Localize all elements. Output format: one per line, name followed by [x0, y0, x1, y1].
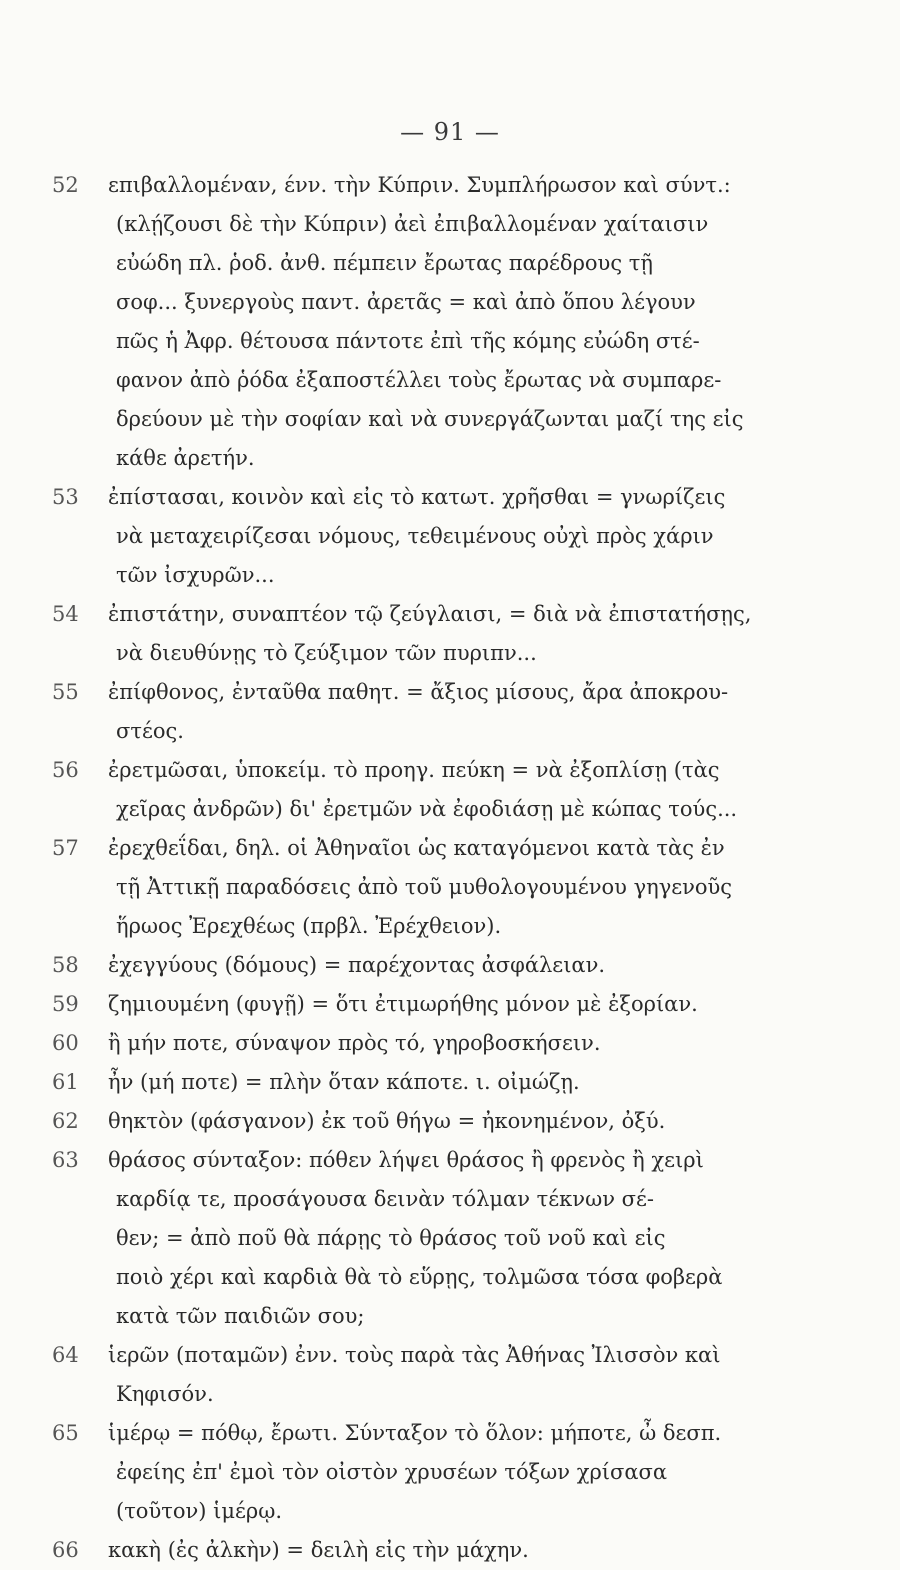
note-number: 61: [52, 1070, 79, 1094]
note-text: [108, 985, 797, 1024]
page-number: — 91 —: [400, 118, 500, 146]
note-number: 65: [52, 1421, 79, 1445]
note-line: ἐπίστασαι, κοινὸν καὶ εἰς τὸ κατωτ. χρῆσθαι = γνωρίζεις: [108, 485, 726, 509]
note-number: 60: [52, 1031, 79, 1055]
note-text: [108, 1531, 797, 1570]
note-text: [108, 673, 797, 751]
note-number: 59: [52, 992, 79, 1016]
note-line: κακὴ (ἐς ἀλκὴν) = δειλὴ εἰς τὴν μάχην.: [108, 1538, 529, 1562]
note-line: ἢ μήν ποτε, σύναψον πρὸς τό, γηροβοσκήσειν.: [108, 1031, 601, 1055]
note-number: 53: [52, 485, 79, 509]
note-text: [108, 1063, 797, 1102]
note-number: 55: [52, 680, 79, 704]
note-entry: [52, 1024, 797, 1063]
note-number: 56: [52, 758, 79, 782]
note-entry: [52, 1531, 797, 1570]
note-line: (τοῦτον) ἱμέρῳ.: [116, 1499, 283, 1523]
note-number: 62: [52, 1109, 79, 1133]
note-line: ποιὸ χέρι καὶ καρδιὰ θὰ τὸ εὕρῃς, τολμῶσα τόσα φοβερὰ: [116, 1265, 723, 1289]
note-line: επιβαλλομέναν, ένν. τὴν Κύπριν. Συμπλήρωσον καὶ σύντ.:: [108, 173, 731, 197]
note-line: κάθε ἀρετήν.: [116, 446, 255, 470]
note-line: ἐπιστάτην, συναπτέον τῷ ζεύγλαισι, = διὰ νὰ ἐπιστατήσῃς,: [108, 602, 752, 626]
note-line: ἐπίφθονος, ἐνταῦθα παθητ. = ἄξιος μίσους, ἄρα ἀποκρου-: [108, 680, 729, 704]
note-line: δρεύουν μὲ τὴν σοφίαν καὶ νὰ συνεργάζωνται μαζί της εἰς: [116, 407, 744, 431]
note-text: [108, 1024, 797, 1063]
note-entry: [52, 946, 797, 985]
note-line: τῶν ἰσχυρῶν...: [116, 563, 275, 587]
note-text: [108, 751, 797, 829]
note-entry: [52, 673, 797, 751]
note-line: θράσος σύνταξον: πόθεν λήψει θράσος ἢ φρενὸς ἢ χειρὶ: [108, 1148, 704, 1172]
note-entry: [52, 1336, 797, 1414]
note-line: ζημιουμένη (φυγῇ) = ὅτι ἐτιμωρήθης μόνον μὲ ἐξορίαν.: [108, 992, 698, 1016]
note-line: ἐρετμῶσαι, ὑποκείμ. τὸ προηγ. πεύκη = νὰ ἐξοπλίσῃ (τὰς: [108, 758, 720, 782]
note-line: ἦν (μή ποτε) = πλὴν ὅταν κάποτε. ι. οἰμώζῃ.: [108, 1070, 580, 1094]
note-line: νὰ μεταχειρίζεσαι νόμους, τεθειμένους οὐχὶ πρὸς χάριν: [116, 524, 714, 548]
note-entry: [52, 985, 797, 1024]
note-text: [108, 1414, 797, 1531]
note-entry: [52, 1414, 797, 1531]
note-text: [108, 1141, 797, 1336]
note-entry: [52, 1141, 797, 1336]
note-line: σοφ... ξυνεργοὺς παντ. ἀρετᾶς = καὶ ἀπὸ ὅπου λέγουν: [116, 290, 696, 314]
note-line: στέος.: [116, 719, 184, 743]
note-entry: [52, 1063, 797, 1102]
note-number: 52: [52, 173, 79, 197]
note-line: Κηφισόν.: [116, 1382, 214, 1406]
note-entry: [52, 1102, 797, 1141]
note-entry: [52, 166, 797, 478]
note-text: [108, 829, 797, 946]
note-line: τῇ Ἀττικῇ παραδόσεις ἀπὸ τοῦ μυθολογουμένου γηγενοῦς: [116, 875, 733, 899]
note-line: ἐφείης ἐπ' ἐμοὶ τὸν οἰστὸν χρυσέων τόξων χρίσασα: [116, 1460, 668, 1484]
note-number: 57: [52, 836, 79, 860]
note-line: ἱερῶν (ποταμῶν) ἐνν. τοὺς παρὰ τὰς Ἀθήνας Ἰλισσὸν καὶ: [108, 1343, 721, 1367]
note-line: χεῖρας ἀνδρῶν) δι' ἐρετμῶν νὰ ἐφοδιάσῃ μὲ κώπας τούς...: [116, 797, 738, 821]
note-text: [108, 946, 797, 985]
notes-list: [52, 166, 797, 1570]
note-line: ἥρωος Ἐρεχθέως (πρβλ. Ἐρέχθειον).: [116, 914, 502, 938]
note-line: πῶς ἡ Ἀφρ. θέτουσα πάντοτε ἐπὶ τῆς κόμης εὐώδη στέ-: [116, 329, 700, 353]
note-line: εὐώδη πλ. ῥοδ. ἀνθ. πέμπειν ἔρωτας παρέδρους τῇ: [116, 251, 653, 275]
note-line: νὰ διευθύνῃς τὸ ζεύξιμον τῶν πυριπν...: [116, 641, 537, 665]
note-entry: [52, 595, 797, 673]
note-entry: [52, 478, 797, 595]
note-number: 54: [52, 602, 79, 626]
note-line: φανον ἀπὸ ῥόδα ἐξαποστέλλει τοὺς ἔρωτας νὰ συμπαρε-: [116, 368, 722, 392]
note-line: (κλῄζουσι δὲ τὴν Κύπριν) ἀεὶ ἐπιβαλλομέναν χαίταισιν: [116, 212, 709, 236]
note-number: 64: [52, 1343, 79, 1367]
note-entry: [52, 751, 797, 829]
note-text: [108, 1336, 797, 1414]
note-entry: [52, 829, 797, 946]
note-number: 63: [52, 1148, 79, 1172]
note-line: ἐχεγγύους (δόμους) = παρέχοντας ἀσφάλειαν.: [108, 953, 606, 977]
note-line: καρδίᾳ τε, προσάγουσα δεινὰν τόλμαν τέκνων σέ-: [116, 1187, 654, 1211]
note-line: κατὰ τῶν παιδιῶν σου;: [116, 1304, 365, 1328]
note-text: [108, 1102, 797, 1141]
note-text: [108, 166, 797, 478]
note-text: [108, 595, 797, 673]
note-line: ἱμέρῳ = πόθῳ, ἔρωτι. Σύνταξον τὸ ὅλον: μήποτε, ὦ δεσπ.: [108, 1421, 722, 1445]
note-line: θεν; = ἀπὸ ποῦ θὰ πάρῃς τὸ θράσος τοῦ νοῦ καὶ εἰς: [116, 1226, 666, 1250]
note-number: 58: [52, 953, 79, 977]
note-text: [108, 478, 797, 595]
note-line: ἐρεχθεΐδαι, δηλ. οἱ Ἀθηναῖοι ὡς καταγόμενοι κατὰ τὰς ἐν: [108, 836, 725, 860]
note-line: θηκτὸν (φάσγανον) ἐκ τοῦ θήγω = ἠκονημένον, ὀξύ.: [108, 1109, 666, 1133]
note-number: 66: [52, 1538, 79, 1562]
